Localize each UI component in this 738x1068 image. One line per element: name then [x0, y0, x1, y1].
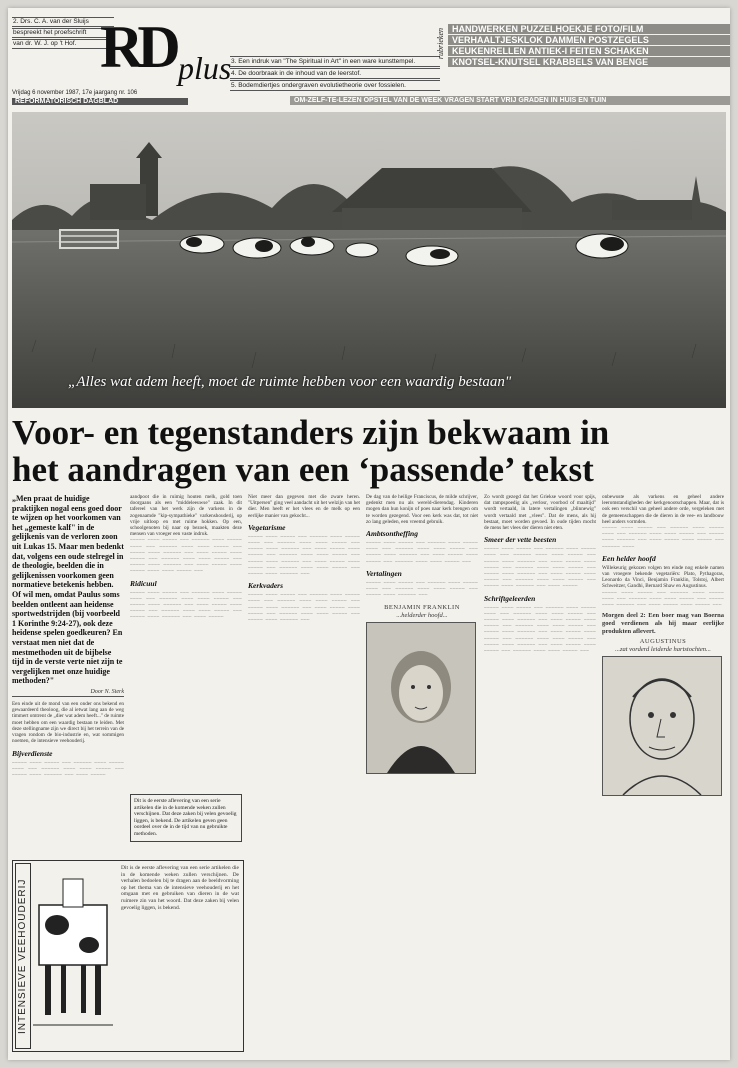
portrait-franklin [366, 622, 476, 774]
body-text: aandpoot die in ruimig houten melk, gold toen doorgaans als een "middeleeuwse" zaak. In dit tafereel van het werk zijn de varkens in de zogenaamde "kip-sympathieke" varkenshouderij, op vrije uitloop en met ruime hokken. Op een, schoolgenoten bij naar op bezoek, maakten deze mensen van vroeger een vaste indruk. [130, 494, 242, 538]
teaser-item[interactable]: 4. De doorbraak in de inhoud van de leerstof. [230, 68, 440, 79]
augustinus-portrait-image [603, 657, 721, 795]
photo-caption: „Alles wat adem heeft, moet de ruimte hebben voor een waardig bestaan" [68, 374, 512, 390]
body-text: Zo wordt gezegd dat het Griekse woord voor spijs, dat rampspoedig als „verlosr, voorbod of maaltijd" wordt vertaald, in latere vertalingen „blinnewig" wordt vertaald met „vlees". Dat de mens, als hij bestaat, moet worden gevoed. In oude tijden mocht de mens het vlees der dieren niet eten. [484, 494, 596, 532]
body-filler: ~~~~~ ~~~~ ~~~~~ ~~~ ~~~~~~ ~~~~ ~~~~~ ~~~~ ~~~ ~~~~~~ ~~~~ ~~~~ ~~~~~ ~~~ ~~~~~ ~~~~ ~~~~~~ ~~~ ~~~~ ~~~~~ ~~~~ ~~~~~ ~~~ ~~~~~~ ~~~~ ~~~~ ~~~~~ ~~~ ~~~~~ ~~~~ ~~~~~~ ~~~ ~~~~ ~~~~~ [130, 589, 242, 621]
subhead-ambtsontheffing: Ambtsontheffing [366, 529, 418, 539]
cow-icon [33, 865, 113, 1045]
subhead-vertalingen: Vertalingen [366, 568, 402, 578]
cow-sketch [33, 865, 113, 1045]
farm-landscape-image [12, 112, 726, 408]
subhead-vegetarisme: Vegetarisme [248, 522, 286, 532]
teaser-item[interactable]: bespreekt het proefschrift [12, 28, 114, 38]
teasers-mid [230, 56, 440, 92]
article-intro: „Men praat de huidige praktijken nogal eens goed door te wijzen op het voorkomen van het „gemeste kalf" in de gelijkenis van de verloren zoon uit Lukas 15. Maar men bedenkt dat, volgens een oude stelregel in de theologie, beelden die in gelijkenissen voorkomen geen normatieve betekenis hebben. Of wil men, omdat Paulus soms beelden ontleent aan heidense sportwedstrijden (bij voorbeeld 1 Korinthe 9:24-27), ook deze heidense spelen goedkeuren? En verstaat men niet dat de mestmethoden uit de bijbelse tijd in de verste verte niet zijn te vergelijken met onze huidige methoden?" [12, 494, 124, 686]
teaser-item[interactable]: 2. Drs. C. A. van der Sluijs [12, 17, 114, 27]
column-6 [602, 494, 724, 1056]
body-filler: ~~~~~ ~~~~ ~~~~~ ~~~ ~~~~~~ ~~~~ ~~~~~ ~~~~ ~~~ ~~~~~~ ~~~~ ~~~~ ~~~~~ ~~~ ~~~~~ ~~~~ ~~~~~~ ~~~ ~~~~ ~~~~~ ~~~~ ~~~~~ ~~~ ~~~~~~ ~~~~ ~~~~ ~~~~~ ~~~ ~~~~~ ~~~~ ~~~~~~ ~~~ ~~~~ ~~~~~ ~~~~ ~~~~~ ~~~~ ~~~~ ~~~~~ ~~~ [130, 537, 242, 575]
body-filler: ~~~~~ ~~~~ ~~~~~ ~~~ ~~~~~~ ~~~~ ~~~~~ ~~~~ ~~~ ~~~~~~ ~~~~ ~~~~ ~~~~~ ~~~ ~~~~~ ~~~~ ~~~~~~ ~~~ ~~~~ ~~~~~ [12, 759, 124, 778]
body-filler: ~~~~~ ~~~~ ~~~~~ ~~~ ~~~~~~ ~~~~ ~~~~~ ~~~~ ~~~ ~~~~~~ ~~~~ ~~~~ ~~~~~ ~~~ ~~~~~ ~~~~ ~~~~~~ ~~~ ~~~~ ~~~~~ ~~~~ ~~~~~ ~~~ ~~~~~~ ~~~~ ~~~~ ~~~~~ ~~~ ~~~~~ ~~~~ ~~~~~~ ~~~ ~~~~ ~~~~~ ~~~~ ~~~~~ ~~~ ~~~~~~ ~~~~ ~~~~ ~~~~~ ~~~ ~~~~~ ~~~~ ~~~~~~ ~~~ [248, 533, 360, 578]
dateline: Vrijdag 6 november 1987, 17e jaargang nr. 106 [12, 90, 138, 96]
subhead-ridicuul: Ridicuul [130, 578, 157, 588]
rubriek-line[interactable]: HANDWERKEN PUZZELHOEKJE FOTO/FILM [448, 24, 730, 34]
byline: Door N. Sterk [12, 689, 124, 697]
subhead-schriftgeleerden: Schriftgeleerden [484, 593, 536, 603]
body-filler: ~~~~~ ~~~~ ~~~~~ ~~~ ~~~~~~ ~~~~ ~~~~~ ~~~~ ~~~ ~~~~~~ ~~~~ ~~~~ ~~~~~ ~~~ ~~~~~ ~~~~ ~~~~~~ ~~~ ~~~~ ~~~~~ ~~~~ ~~~~~ ~~~ ~~~~~~ ~~~~ ~~~~ ~~~~~ ~~~ ~~~~~ ~~~~ ~~~~~~ ~~~ ~~~~ ~~~~~ ~~~~ ~~~~~ ~~~ ~~~~~~ ~~~~ ~~~~ ~~~~~ ~~~ ~~~~~ ~~~~ ~~~~~~ ~~~ ~~~~ ~~~~~ [484, 546, 596, 590]
portrait-2-caption: AUGUSTINUS [639, 638, 687, 646]
next-part-notice: Morgen deel 2: Een boer mag van Boerna goed verdienen als hij maar eerlijke produkten aflevert. [602, 612, 724, 636]
teasers-left [12, 16, 114, 50]
series-intro-text: Dit is de eerste aflevering van een serie artikelen die in de komende weken zullen verschijnen. De verhalen bedoelen bij te dragen aan de beeldvorming op het thema van de intensieve veehouderij en het omgaan met en gebruiken van dieren in de wat ruimere zin van het woord. Dat deze zaken bij velen gevoelig liggen, is bekend. [121, 865, 239, 911]
intensieve-veehouderij-box [12, 860, 244, 1052]
teaser-item[interactable]: 5. Bodemdiertjes ondergraven evolutietheorie over fossielen. [230, 80, 440, 91]
article-headline: Voor- en tegenstanders zijn bekwaam in het aandragen van een ‘passende’ tekst [12, 413, 610, 489]
body-text: onbewuste als varkens en geheel andere leeromstandigheden der kerkgenootschappen. Maar, dat is ook een verschil van geheel andere orde, vergeleken met de gemeenschappen die de dieren in de vee- en landbouw heel anders vormden. [602, 494, 724, 525]
body-filler: ~~~~~ ~~~~ ~~~~~ ~~~ ~~~~~~ ~~~~ ~~~~~ ~~~~ ~~~ ~~~~~~ ~~~~ ~~~~ ~~~~~ ~~~ ~~~~~ ~~~~ ~~~~~~ ~~~ ~~~~ ~~~~~ ~~~~ ~~~~~ ~~~ [602, 589, 724, 609]
body-text: Niet meer dan gegeven met die zware heren. "Uitpersen" ging veel aandacht uit het welzijn van het dier. Men heeft er het vlees en de melk op een eerlijke manier van gekocht... [248, 494, 360, 519]
subhead-smeer: Smeer der vette beesten [484, 535, 557, 545]
subhead-kerkvaders: Kerkvaders [248, 581, 283, 591]
body-text: Een einde uit de mond van een onder ons bekend en gewaardeerd theoloog, die al ietwat lang aan de weg timmert omtrent de „dier wat adem heeft..." de ruimte moet hebben om een waardig bestaan te leiden. Met deze stellingname zijn we direct bij het terrein van de vragen rondom de bio-industrie en, wat sommigen noemen, de intensieve veehouderij. [12, 701, 124, 745]
column-4 [366, 494, 478, 1056]
body-text: De dag van de heilige Franciscus, de milde schrijver, gedenkt men nu als wereld-dierendag. Kinderen mogen dan hun konijn of poes naar kerk brengen om te worden gezegend. Voor een kerk was dat, tot niet zo lang geleden, een vreemd gebruik. [366, 494, 478, 525]
portrait-2-subcaption: ...zat vorderd leiderde hartstochten... [615, 646, 711, 654]
rubrieken-block [436, 24, 730, 68]
body-text: Willekeurig gekozen volgen ten einde nog enkele namen van vroegere bekende vegetariërs: Plato, Pythagoras, Leonardo da Vinci, Benjamin Franklin, Tolstoj, Albert Schweitzer, Gandhi, Bernard Shaw en Augustinus. [602, 564, 724, 590]
series-info-text: Dit is de eerste aflevering van een serie artikelen die in de komende weken zullen verschijnen. Dat deze zaken bij velen gevoelig liggen, is bekend. De artikelen geven geen oordeel over de in de tijd van nu gebruikte methoden. [134, 798, 237, 837]
body-filler: ~~~~~ ~~~~ ~~~~~ ~~~ ~~~~~~ ~~~~ ~~~~~ ~~~~ ~~~ ~~~~~~ ~~~~ ~~~~ ~~~~~ ~~~ ~~~~~ ~~~~ ~~~~~~ ~~~ ~~~~ ~~~~~ ~~~~ ~~~~~ ~~~ ~~~~~~ ~~~~ ~~~~ ~~~~~ ~~~ ~~~~~ ~~~~ ~~~~~~ ~~~ [248, 592, 360, 624]
franklin-portrait-image [367, 623, 475, 773]
rubriek-line[interactable]: KNOTSEL-KNUTSEL KRABBELS VAN BENGE [448, 57, 730, 67]
rubriek-line[interactable]: VERHAALTJESKLOK DAMMEN POSTZEGELS [448, 35, 730, 45]
column-5 [484, 494, 596, 1056]
logo-plus: plus [178, 50, 232, 86]
article-body [12, 494, 726, 1056]
masthead [8, 8, 730, 104]
subhead-helder-hoofd: Een helder hoofd [602, 553, 656, 563]
series-label: INTENSIEVE VEEHOUDERIJ [15, 863, 31, 1049]
body-filler: ~~~~~ ~~~~ ~~~~~ ~~~ ~~~~~~ ~~~~ ~~~~~ ~~~~ ~~~ ~~~~~~ ~~~~ ~~~~ ~~~~~ ~~~ ~~~~~ ~~~~ ~~~~~~ ~~~ ~~~~ ~~~~~ ~~~~ ~~~~~ ~~~ ~~~~~~ ~~~~ [602, 525, 724, 550]
body-filler: ~~~~~ ~~~~ ~~~~~ ~~~ ~~~~~~ ~~~~ ~~~~~ ~~~~ ~~~ ~~~~~~ ~~~~ ~~~~ ~~~~~ ~~~ ~~~~~ ~~~~ ~~~~~~ ~~~ [366, 579, 478, 599]
portrait-1-subcaption: ...helderder hoofd... [396, 612, 448, 620]
body-filler: ~~~~~ ~~~~ ~~~~~ ~~~ ~~~~~~ ~~~~ ~~~~~ ~~~~ ~~~ ~~~~~~ ~~~~ ~~~~ ~~~~~ ~~~ ~~~~~ ~~~~ ~~~~~~ ~~~ ~~~~ ~~~~~ ~~~~ ~~~~~ ~~~ ~~~~~~ ~~~~ ~~~~ ~~~~~ ~~~ ~~~~~ ~~~~ ~~~~~~ ~~~ ~~~~ ~~~~~ ~~~~ ~~~~~ ~~~ ~~~~~~ ~~~~ ~~~~ ~~~~~ ~~~ ~~~~~ ~~~~ ~~~~~~ ~~~ ~~~~ ~~~~~ ~~~~ ~~~~~ ~~~ ~~~~~~ ~~~~ ~~~~ ~~~~~ ~~~ [484, 604, 596, 655]
teaser-item[interactable]: 3. Een indruk van "The Spiritual in Art" in een ware kunsttempel. [230, 56, 440, 67]
logo-rd: RD [100, 14, 175, 80]
landscape-photo [12, 112, 726, 408]
series-info-box [130, 794, 242, 842]
rd-plus-logo [100, 14, 250, 90]
rubriek-line[interactable]: KEUKENRELLEN ANTIEK-I FEITEN SCHAKEN [448, 46, 730, 56]
subhead-bijverdienste: Bijverdienste [12, 748, 53, 758]
paper-name: REFORMATORISCH DAGBLAD [12, 98, 188, 105]
rubrieken-label: rubrieken [436, 28, 445, 60]
body-filler: ~~~~~ ~~~~ ~~~~~ ~~~ ~~~~~~ ~~~~ ~~~~~ ~~~~ ~~~ ~~~~~~ ~~~~ ~~~~ ~~~~~ ~~~ ~~~~~ ~~~~ ~~~~~~ ~~~ ~~~~ ~~~~~ ~~~~ ~~~~~ ~~~ ~~~~~~ ~~~~ ~~~~ ~~~~~ ~~~ [366, 540, 478, 565]
newspaper-page [8, 8, 730, 1060]
teaser-item[interactable]: van dr. W. J. op 't Hof. [12, 39, 114, 49]
top-strip: OM-ZELF-TE-LEZEN OPSTEL VAN DE WEEK VRAGEN START VRIJ GRADEN IN HUIS EN TUIN [290, 96, 730, 105]
portrait-augustinus [602, 656, 722, 796]
portrait-1-caption: BENJAMIN FRANKLIN [384, 604, 460, 612]
column-3 [248, 494, 360, 1056]
